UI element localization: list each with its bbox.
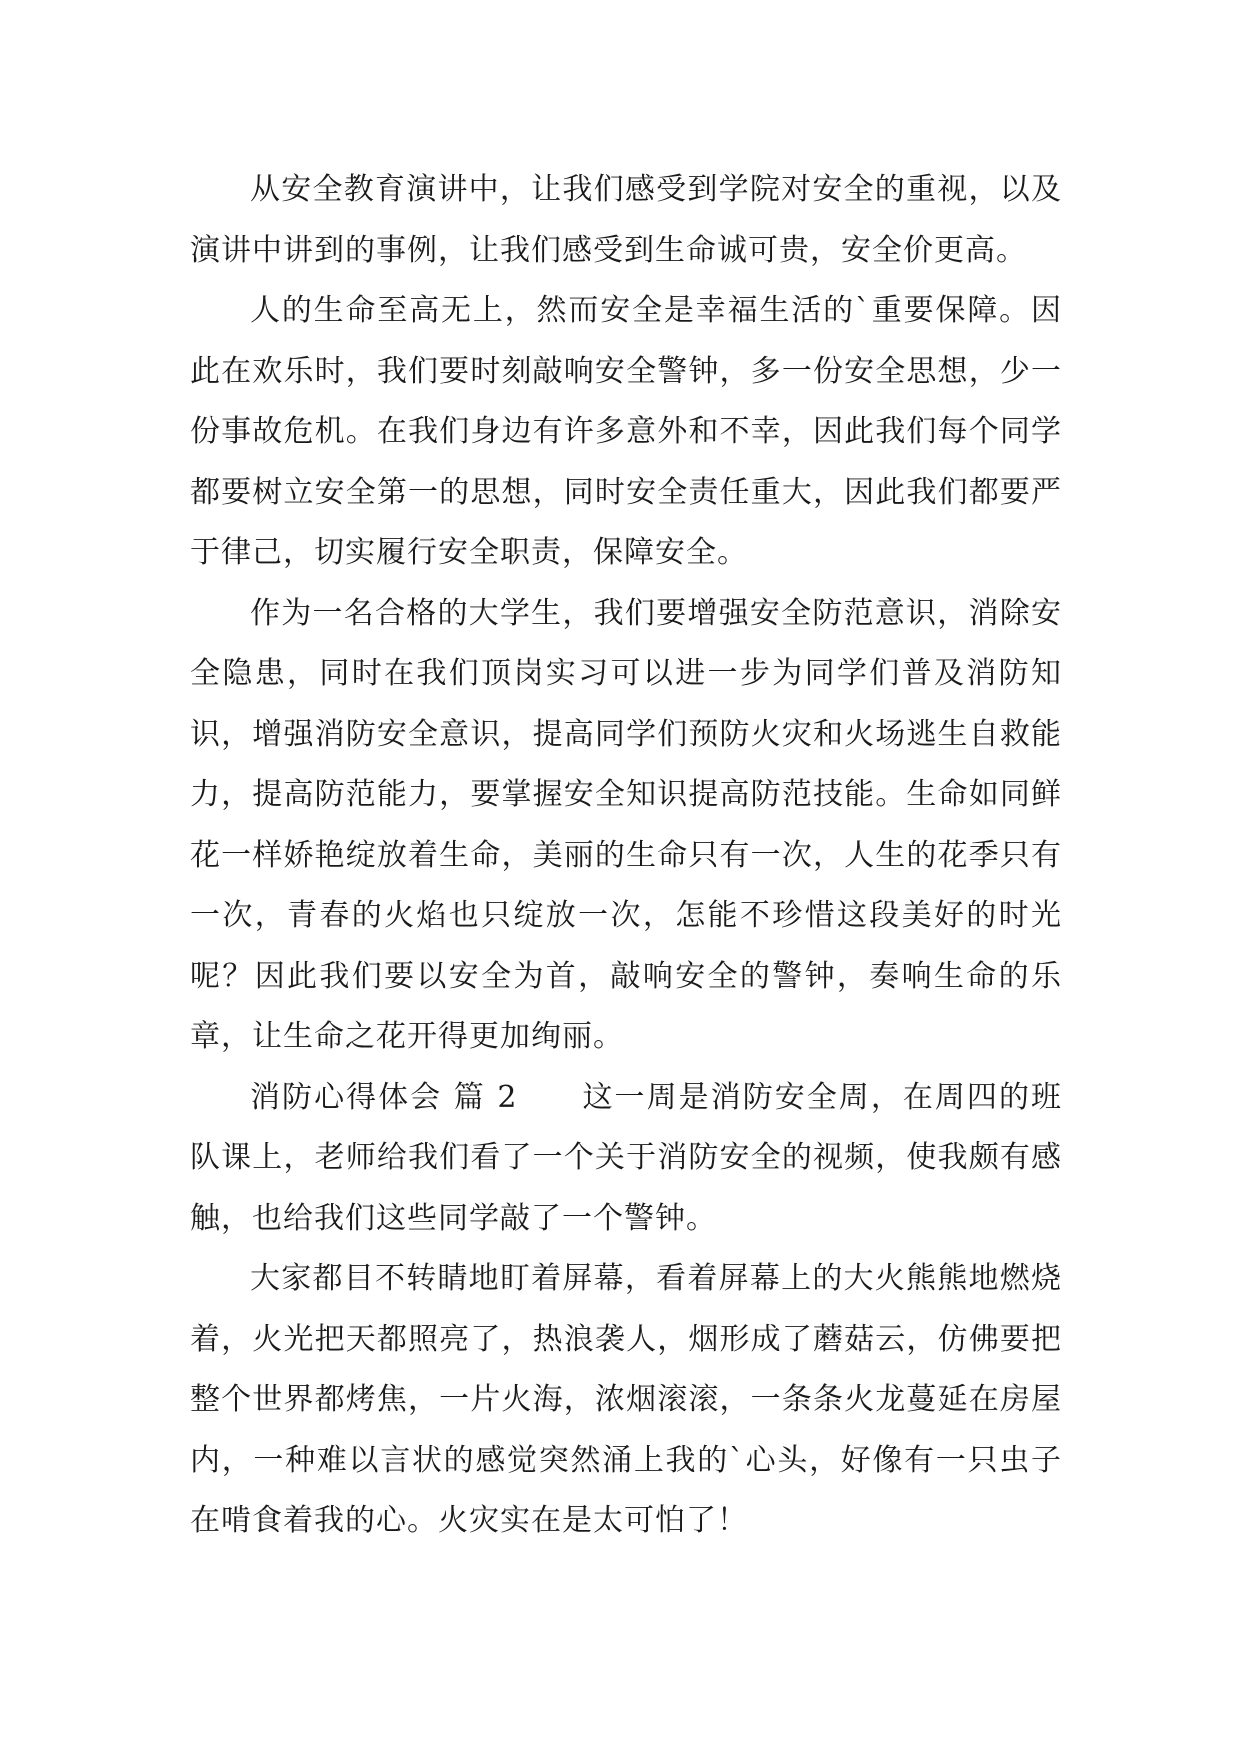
document-body bbox=[190, 160, 1062, 1552]
section-paragraph bbox=[190, 1068, 1062, 1250]
section-text: 这一周是消防安全周，在周四的班队课上，老师给我们看了一个关于消防安全的视频，使我颇有感触，也给我们这些同学敲了一个警钟。 bbox=[190, 1079, 1063, 1236]
paragraph-2: 人的生命至高无上，然而安全是幸福生活的`重要保障。因此在欢乐时，我们要时刻敲响安全警钟，多一份安全思想，少一份事故危机。在我们身边有许多意外和不幸，因此我们每个同学都要树立安全第一的思想，同时安全责任重大，因此我们都要严于律己，切实履行安全职责，保障安全。 bbox=[190, 293, 1062, 570]
paragraph-1: 从安全教育演讲中，让我们感受到学院对安全的重视，以及演讲中讲到的事例，让我们感受到生命诚可贵，安全价更高。 bbox=[190, 172, 1062, 268]
section-heading: 消防心得体会 篇 2 bbox=[250, 1079, 518, 1115]
paragraph-3: 作为一名合格的大学生，我们要增强安全防范意识，消除安全隐患，同时在我们顶岗实习可以进一步为同学们普及消防知识，增强消防安全意识，提高同学们预防火灾和火场逃生自救能力，提高防范能力，要掌握安全知识提高防范技能。生命如同鲜花一样娇艳绽放着生命，美丽的生命只有一次，人生的花季只有一次，青春的火焰也只绽放一次，怎能不珍惜这段美好的时光呢？因此我们要以安全为首，敲响安全的警钟，奏响生命的乐章，让生命之花开得更加绚丽。 bbox=[190, 595, 1062, 1054]
paragraph-5: 大家都目不转睛地盯着屏幕，看着屏幕上的大火熊熊地燃烧着，火光把天都照亮了，热浪袭人，烟形成了蘑菇云，仿佛要把整个世界都烤焦，一片火海，浓烟滚滚，一条条火龙蔓延在房屋内，一种难以言状的感觉突然涌上我的`心头，好像有一只虫子在啃食着我的心。火灾实在是太可怕了！ bbox=[190, 1261, 1062, 1538]
